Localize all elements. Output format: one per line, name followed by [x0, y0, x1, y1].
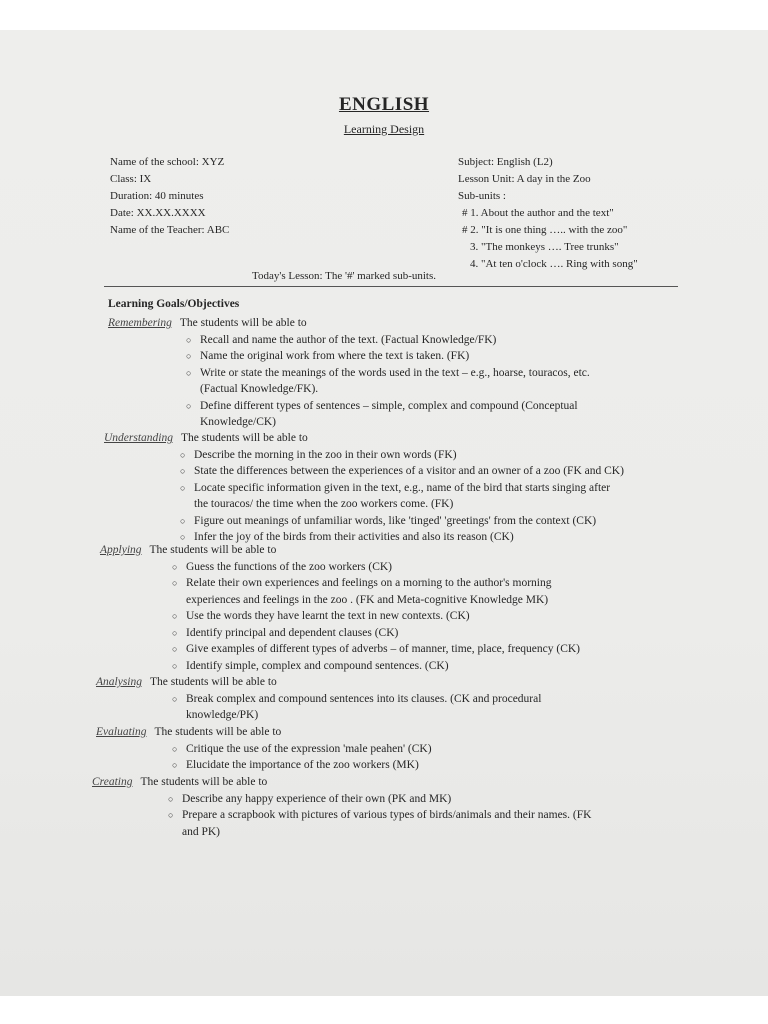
divider [104, 286, 678, 287]
applying-label: Applying [100, 544, 142, 556]
evaluating-label: Evaluating [96, 726, 147, 738]
section-intro: The students will be able to [140, 776, 268, 788]
analysing-label: Analysing [96, 676, 142, 688]
bullet-icon: ○ [180, 466, 186, 476]
bullet-icon: ○ [172, 693, 178, 704]
section-intro: The students will be able to [179, 317, 307, 329]
list-item: ○ Use the words they have learnt the text in new contexts. (CK) [172, 608, 580, 625]
section-intro: The students will be able to [149, 544, 277, 556]
list-item: ○ State the differences between the experiences of a visitor and an owner of a zoo (FK and CK) [180, 463, 624, 480]
understanding-label: Understanding [104, 432, 173, 444]
list-item: ○ Identify simple, complex and compound sentences. (CK) [172, 658, 580, 675]
list-item: ○ Identify principal and dependent clauses (CK) [172, 625, 580, 642]
list-item: ○ Name the original work from where the text is taken. (FK) [186, 348, 590, 365]
list-item: ○ Break complex and compound sentences into its clauses. (CK and procedural [172, 691, 541, 708]
list-item: ○ Prepare a scrapbook with pictures of various types of birds/animals and their names. (FK [168, 807, 591, 824]
creating-section [92, 774, 591, 840]
teacher-name: Name of the Teacher: ABC [110, 224, 230, 236]
understanding-section [104, 430, 624, 546]
subject-info: Subject: English (L2) [458, 156, 553, 168]
bullet-icon: ○ [172, 743, 178, 754]
bullet-icon: ○ [186, 367, 192, 378]
list-item: ○ Relate their own experiences and feelings on a morning to the author's morning [172, 575, 580, 592]
bullet-icon: ○ [186, 334, 192, 345]
document-subtitle: Learning Design [343, 122, 425, 136]
bullet-icon: ○ [172, 760, 178, 770]
section-intro: The students will be able to [150, 676, 277, 688]
list-item-continued: the touracos/ the time when the zoo workers come. (FK) [194, 498, 454, 510]
goals-heading: Learning Goals/Objectives [108, 298, 240, 310]
school-info [110, 154, 229, 239]
bullet-icon: ○ [172, 578, 178, 588]
duration-info: Duration: 40 minutes [110, 190, 204, 202]
list-item: ○ Locate specific information given in the text, e.g., name of the bird that starts singing after [180, 480, 624, 497]
bullet-icon: ○ [180, 482, 186, 493]
bullet-icon: ○ [180, 532, 186, 542]
list-item: ○ Define different types of sentences – simple, complex and compound (Conceptual [186, 398, 590, 415]
bullet-icon: ○ [168, 793, 174, 804]
lesson-unit: Lesson Unit: A day in the Zoo [458, 173, 591, 185]
analysing-section [96, 674, 541, 724]
todays-lesson: Today's Lesson: The '#' marked sub-units. [252, 270, 437, 282]
bullet-icon: ○ [168, 810, 174, 820]
bullet-icon: ○ [180, 449, 186, 460]
list-item: ○ Recall and name the author of the text. (Factual Knowledge/FK) [186, 332, 590, 349]
list-item-continued: experiences and feelings in the zoo . (FK and Meta-cognitive Knowledge MK) [186, 593, 549, 606]
list-item-continued: (Factual Knowledge/FK). [200, 383, 319, 395]
date-info: Date: XX.XX.XXXX [110, 207, 206, 219]
sub-unit-item: # 2. "It is one thing ….. with the zoo" [462, 224, 628, 236]
lesson-info [458, 154, 638, 273]
bullet-icon: ○ [172, 627, 178, 638]
bullet-icon: ○ [172, 611, 178, 621]
list-item: ○ Give examples of different types of adverbs – of manner, time, place, frequency (CK) [172, 641, 580, 658]
sub-unit-item: # 1. About the author and the text" [462, 207, 614, 219]
bullet-icon: ○ [186, 400, 192, 411]
scanned-page [0, 30, 768, 996]
school-name: Name of the school: XYZ [110, 156, 225, 168]
list-item: ○ Infer the joy of the birds from their activities and also its reason (CK) [180, 529, 624, 546]
list-item: ○ Write or state the meanings of the words used in the text – e.g., hoarse, touracos, etc. [186, 365, 590, 382]
evaluating-section [96, 724, 432, 774]
remembering-label: Remembering [108, 317, 172, 329]
list-item: ○ Guess the functions of the zoo workers (CK) [172, 559, 580, 576]
creating-label: Creating [92, 776, 133, 788]
list-item: ○ Critique the use of the expression 'male peahen' (CK) [172, 741, 432, 758]
list-item-continued: and PK) [182, 825, 221, 838]
bullet-icon: ○ [180, 515, 186, 526]
list-item: ○ Describe any happy experience of their own (PK and MK) [168, 791, 591, 808]
bullet-icon: ○ [186, 351, 192, 361]
sub-unit-item: 4. "At ten o'clock …. Ring with song" [470, 258, 638, 270]
applying-section [100, 542, 580, 674]
list-item: ○ Describe the morning in the zoo in their own words (FK) [180, 447, 624, 464]
bullet-icon: ○ [172, 561, 178, 572]
class-info: Class: IX [110, 173, 152, 185]
list-item-continued: knowledge/PK) [186, 709, 259, 721]
sub-units-label: Sub-units : [458, 190, 506, 202]
remembering-section [108, 315, 590, 431]
list-item: ○ Elucidate the importance of the zoo workers (MK) [172, 757, 432, 774]
sub-unit-item: 3. "The monkeys …. Tree trunks" [470, 241, 619, 253]
section-intro: The students will be able to [154, 726, 282, 738]
bullet-icon: ○ [172, 660, 178, 671]
section-intro: The students will be able to [181, 432, 308, 444]
bullet-icon: ○ [172, 644, 178, 654]
list-item-continued: Knowledge/CK) [200, 416, 277, 428]
document-title: ENGLISH [338, 94, 430, 115]
list-item: ○ Figure out meanings of unfamiliar words, like 'tinged' 'greetings' from the context (CK) [180, 513, 624, 530]
